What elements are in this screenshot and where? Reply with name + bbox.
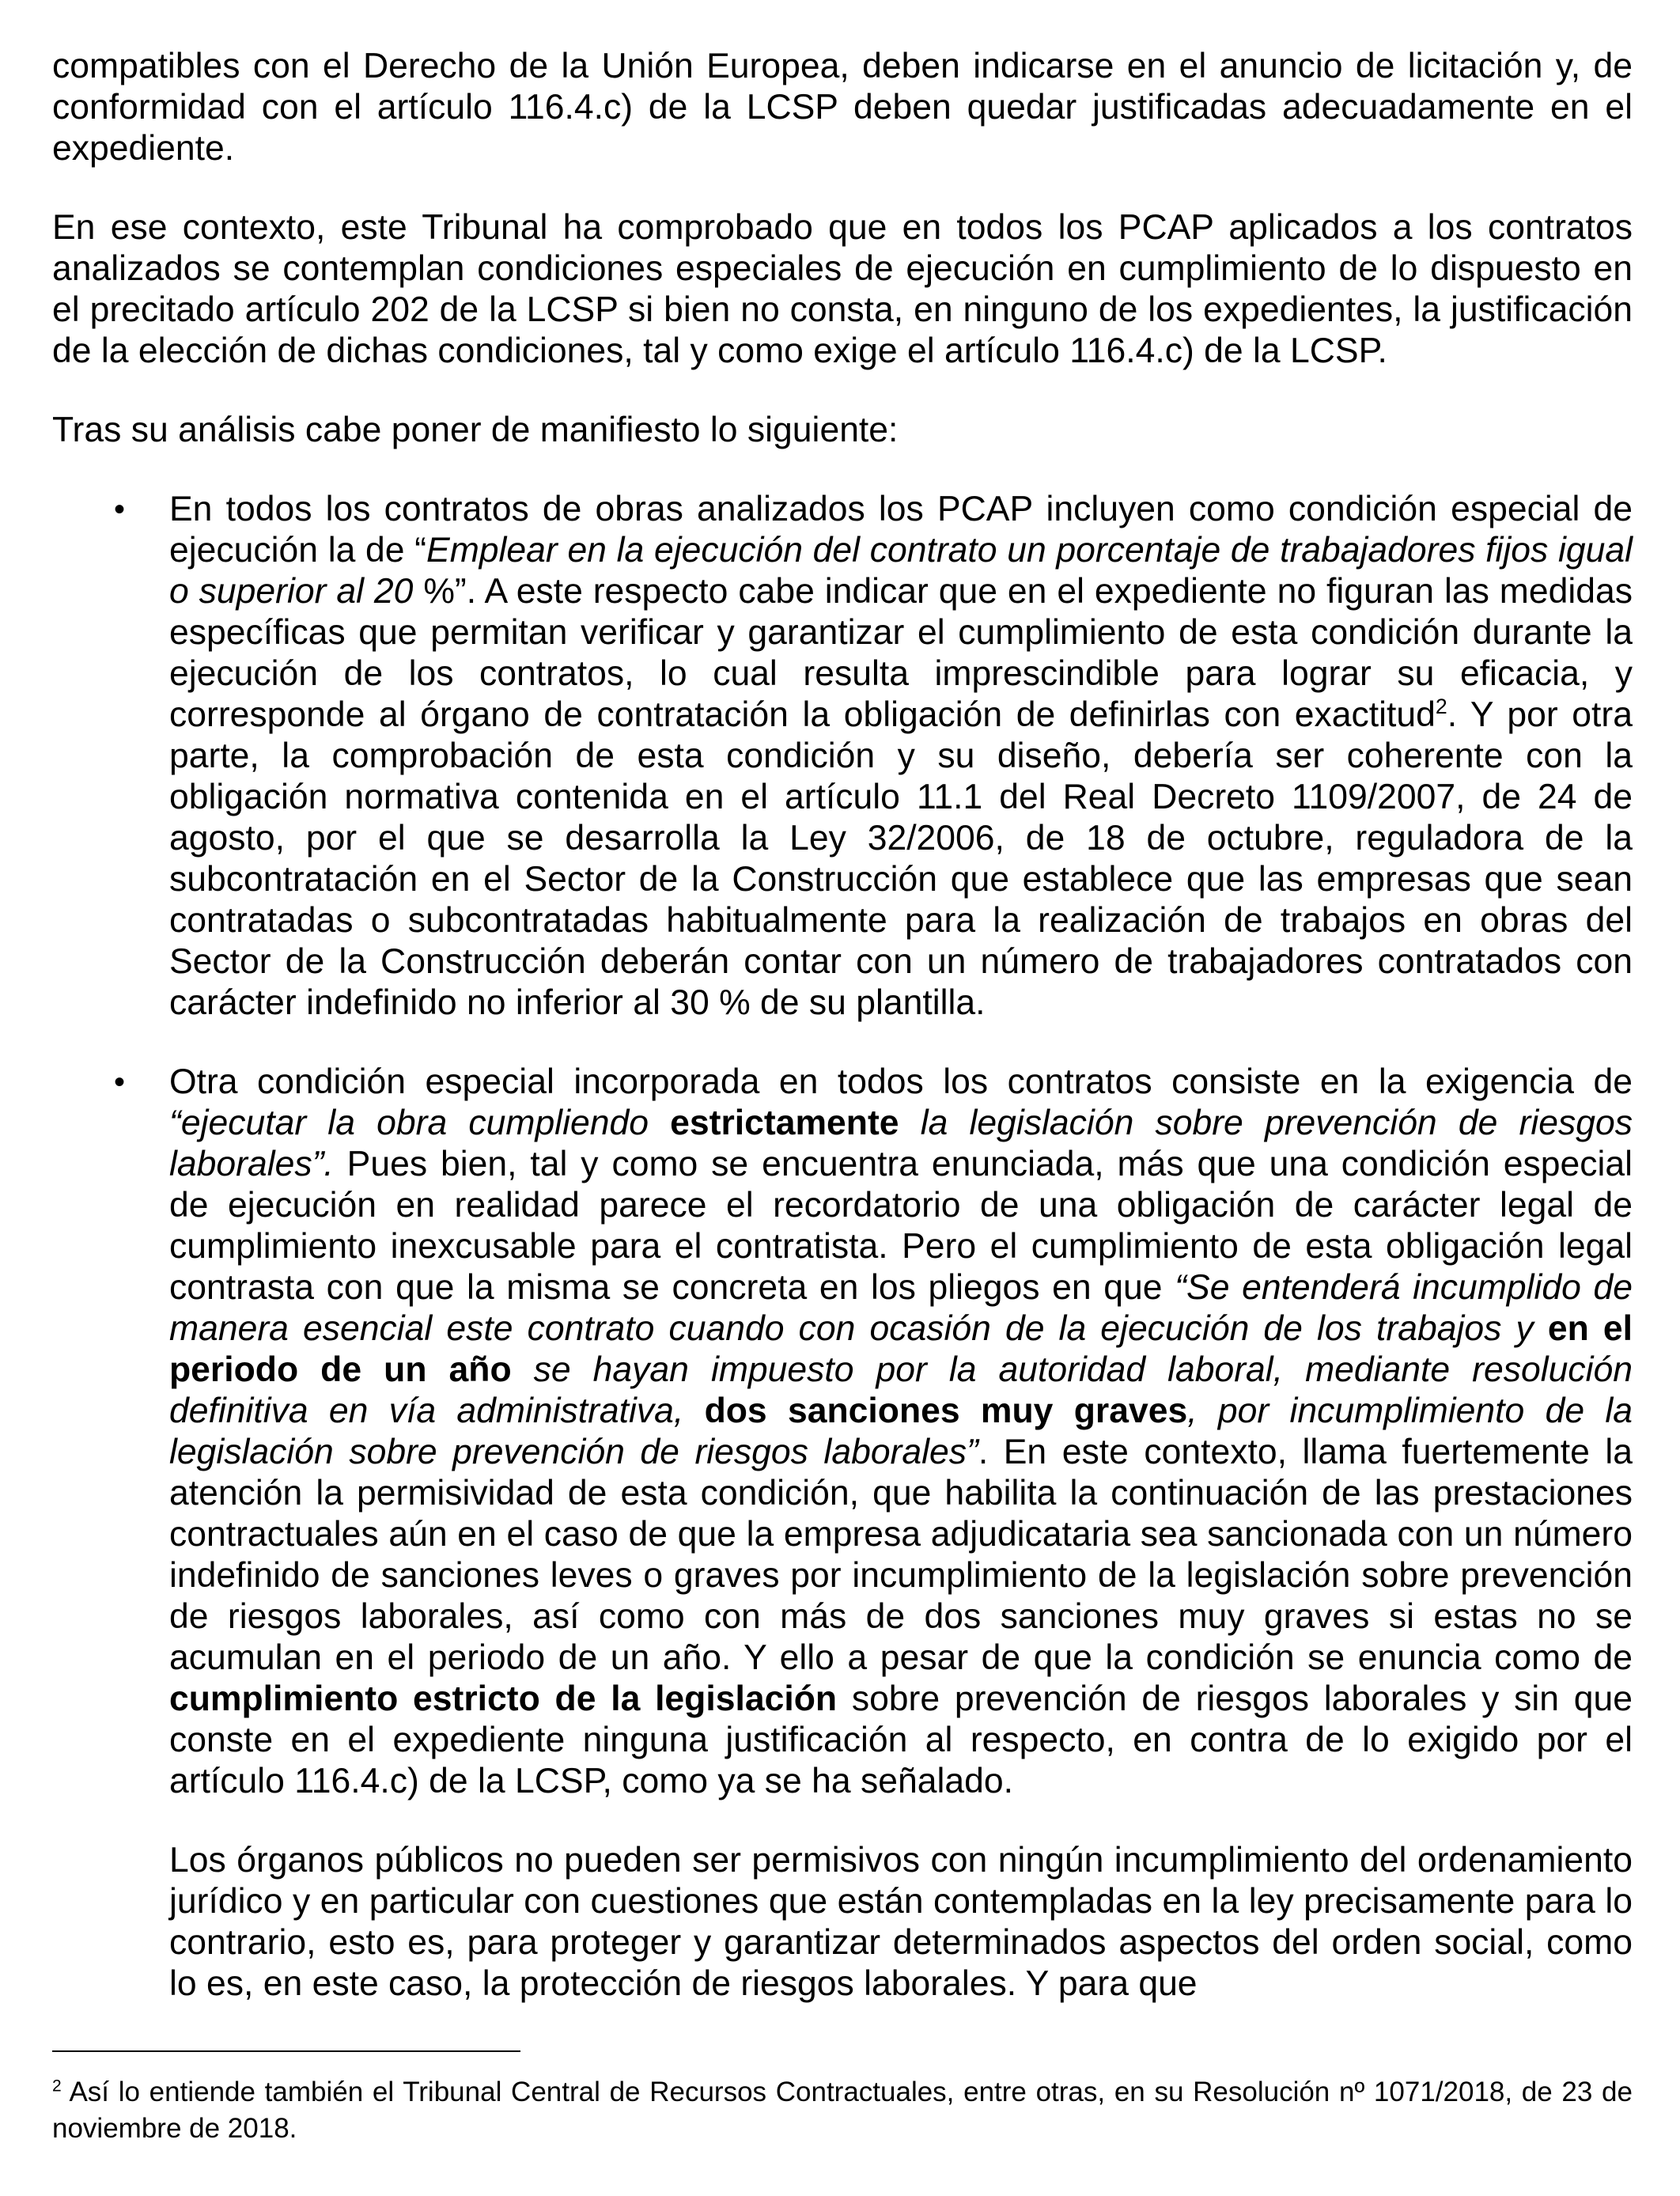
bullet-marker: • (114, 1065, 126, 1100)
bullet-marker: • (114, 492, 126, 527)
footnote-text: Así lo entiende también el Tribunal Central de Recursos Contractuales, entre otras, en su Resolución nº 1071/2018, de 23 de noviembre de 2018. (52, 2077, 1633, 2144)
bullet-item-1 (52, 489, 1633, 1024)
bullet-1-text: En todos los contratos de obras analizados los PCAP incluyen como condición especial de ejecución la de “Emplear en la ejecución del contrato un porcentaje de trabajadores fijos igual o superior al 20 %”. A este respecto cabe indicar que en el expediente no figuran las medidas específicas que permitan verificar y garantizar el cumplimiento de esta condición durante la ejecución de los contratos, lo cual resulta imprescindible para lograr su eficacia, y corresponde al órgano de contratación la obligación de definirlas con exactitud$^2$. Y por otra parte, la comprobación de esta condición y su diseño, debería ser coherente con la obligación normativa contenida en el artículo 11.1 del Real Decreto 1109/2007, de 24 de agosto, por el que se desarrolla la Ley 32/2006, de 18 de octubre, reguladora de la subcontratación en el Sector de la Construcción que establece que las empresas que sean contratadas o subcontratadas habitualmente para la realización de trabajos en obras del Sector de la Construcción deberán contar con un número de trabajadores contratados con carácter indefinido no inferior al 30 % de su plantilla. (169, 490, 1633, 1022)
footnote-reference[interactable]: 2 (1435, 695, 1447, 719)
paragraph-4-block (52, 1840, 1633, 2005)
paragraph-4: Los órganos públicos no pueden ser permisivos con ningún incumplimiento del ordenamiento jurídico y en particular con cuestiones que están contempladas en la ley precisamente para lo contrario, esto es, para proteger y garantizar determinados aspectos del orden social, como lo es, en este caso, la protección de riesgos laborales. Y para que (169, 1841, 1633, 2003)
paragraph-1: compatibles con el Derecho de la Unión Europea, deben indicarse en el anuncio de licitación y, de conformidad con el artículo 116.4.c) de la LCSP deben quedar justificadas adecuadamente en el expediente. (52, 47, 1633, 168)
bullet-item-2 (52, 1062, 1633, 1802)
bullet-2-text: Otra condición especial incorporada en todos los contratos consiste en la exigencia de “ejecutar la obra cumpliendo estrictamente la legislación sobre prevención de riesgos laborales”. Pues bien, tal y como se encuentra enunciada, más que una condición especial de ejecución en realidad parece el recordatorio de una obligación de carácter legal de cumplimiento inexcusable para el contratista. Pero el cumplimiento de esta obligación legal contrasta con que la misma se concreta en los pliegos en que “Se entenderá incumplido de manera esencial este contrato cuando con ocasión de la ejecución de los trabajos y en el periodo de un año se hayan impuesto por la autoridad laboral, mediante resolución definitiva en vía administrativa, dos sanciones muy graves, por incumplimiento de la legislación sobre prevención de riesgos laborales”. En este contexto, llama fuertemente la atención la permisividad de esta condición, que habilita la continuación de las prestaciones contractuales aún en el caso de que la empresa adjudicataria sea sancionada con un número indefinido de sanciones leves o graves por incumplimiento de la legislación sobre prevención de riesgos laborales, así como con más de dos sanciones muy graves si estas no se acumulan en el periodo de un año. Y ello a pesar de que la condición se enuncia como de cumplimiento estricto de la legislación sobre prevención de riesgos laborales y sin que conste en el expediente ninguna justificación al respecto, en contra de lo exigido por el artículo 116.4.c) de la LCSP, como ya se ha señalado. (169, 1062, 1633, 1800)
footnote-number: 2 (52, 2077, 62, 2096)
paragraph-2: En ese contexto, este Tribunal ha comprobado que en todos los PCAP aplicados a los contratos analizados se contemplan condiciones especiales de ejecución en cumplimiento de lo dispuesto en el precitado artículo 202 de la LCSP si bien no consta, en ninguno de los expedientes, la justificación de la elección de dichas condiciones, tal y como exige el artículo 116.4.c) de la LCSP. (52, 208, 1633, 370)
paragraph-3: Tras su análisis cabe poner de manifiesto lo siguiente: (52, 411, 899, 449)
document-body (52, 46, 1633, 2005)
footnote (52, 2074, 1633, 2147)
footnote-separator (52, 2050, 520, 2052)
